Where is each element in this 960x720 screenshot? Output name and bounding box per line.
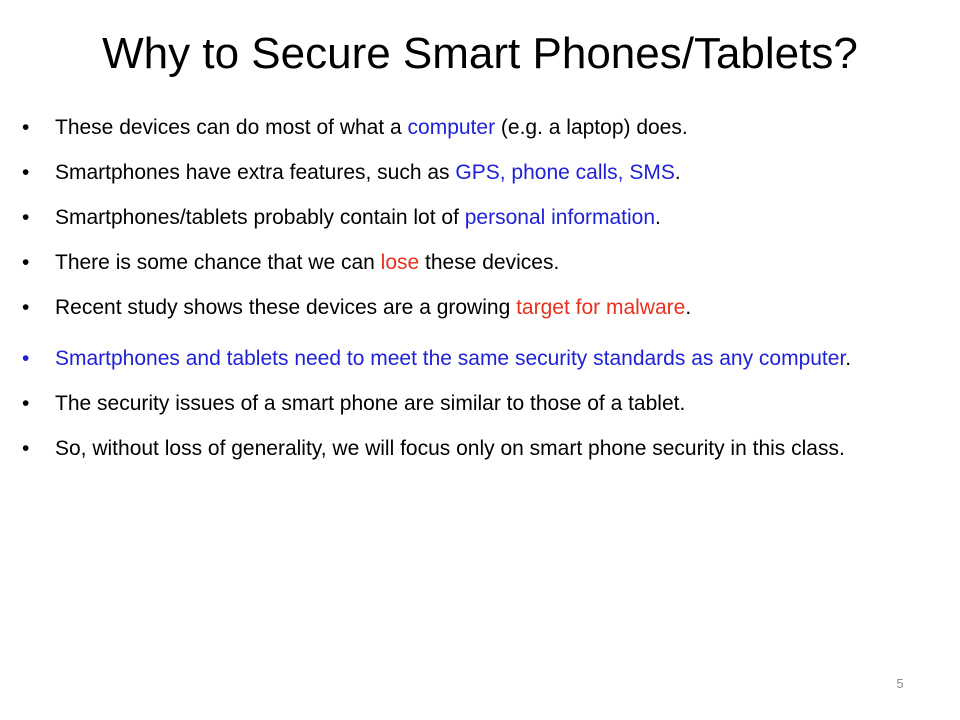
bullet-icon: •: [22, 161, 30, 184]
bullet-item: [22, 157, 942, 189]
bullet-text: [55, 296, 691, 319]
bullet-text: [55, 251, 559, 274]
bullet-text-plain: There is some chance that we can: [55, 251, 381, 274]
bullet-text-highlight: lose: [380, 251, 420, 274]
bullet-icon: •: [22, 392, 30, 415]
bullet-text-plain: .: [655, 206, 661, 229]
bullet-item: [22, 388, 942, 420]
bullet-item: [22, 247, 942, 279]
slide-title: Why to Secure Smart Phones/Tablets?: [102, 29, 858, 78]
bullet-icon: •: [22, 251, 30, 274]
page-number: 5: [896, 676, 904, 691]
bullet-text: The security issues of a smart phone are similar to those of a tablet.: [55, 392, 686, 415]
bullet-text: [55, 161, 681, 184]
bullet-text-plain: Smartphones/tablets probably contain lot of: [55, 206, 465, 229]
bullet-text-highlight: GPS, phone calls, SMS: [455, 161, 675, 184]
bullet-text: [55, 206, 661, 229]
bullet-list: [22, 112, 942, 478]
bullet-icon: •: [22, 437, 30, 460]
bullet-icon: •: [22, 347, 30, 370]
bullet-text-plain: These devices can do most of what a: [55, 116, 408, 139]
bullet-text-plain: .: [674, 161, 681, 184]
bullet-text-plain: .: [845, 347, 852, 370]
bullet-text-highlight: target for malware: [516, 296, 686, 319]
bullet-item: [22, 112, 942, 144]
bullet-text: [55, 347, 851, 370]
bullet-text-plain: Smartphones have extra features, such as: [55, 161, 456, 184]
bullet-text-highlight: Smartphones and tablets need to meet the same security standards as any computer: [55, 347, 846, 370]
bullet-text: [55, 116, 688, 139]
bullet-text-plain: Recent study shows these devices are a growing: [55, 296, 517, 319]
bullet-item: [22, 292, 942, 324]
bullet-text-highlight: computer: [407, 116, 496, 139]
bullet-item: [22, 202, 942, 234]
bullet-icon: •: [22, 116, 30, 139]
bullet-text: So, without loss of generality, we will focus only on smart phone security in this class.: [55, 437, 845, 460]
bullet-icon: •: [22, 206, 30, 229]
bullet-icon: •: [22, 296, 30, 319]
bullet-text-highlight: personal information: [464, 206, 656, 229]
bullet-text-plain: these devices.: [419, 251, 560, 274]
bullet-item: [22, 433, 942, 465]
bullet-item: [22, 343, 942, 375]
bullet-text-plain: (e.g. a laptop) does.: [495, 116, 688, 139]
bullet-text-plain: .: [685, 296, 692, 319]
